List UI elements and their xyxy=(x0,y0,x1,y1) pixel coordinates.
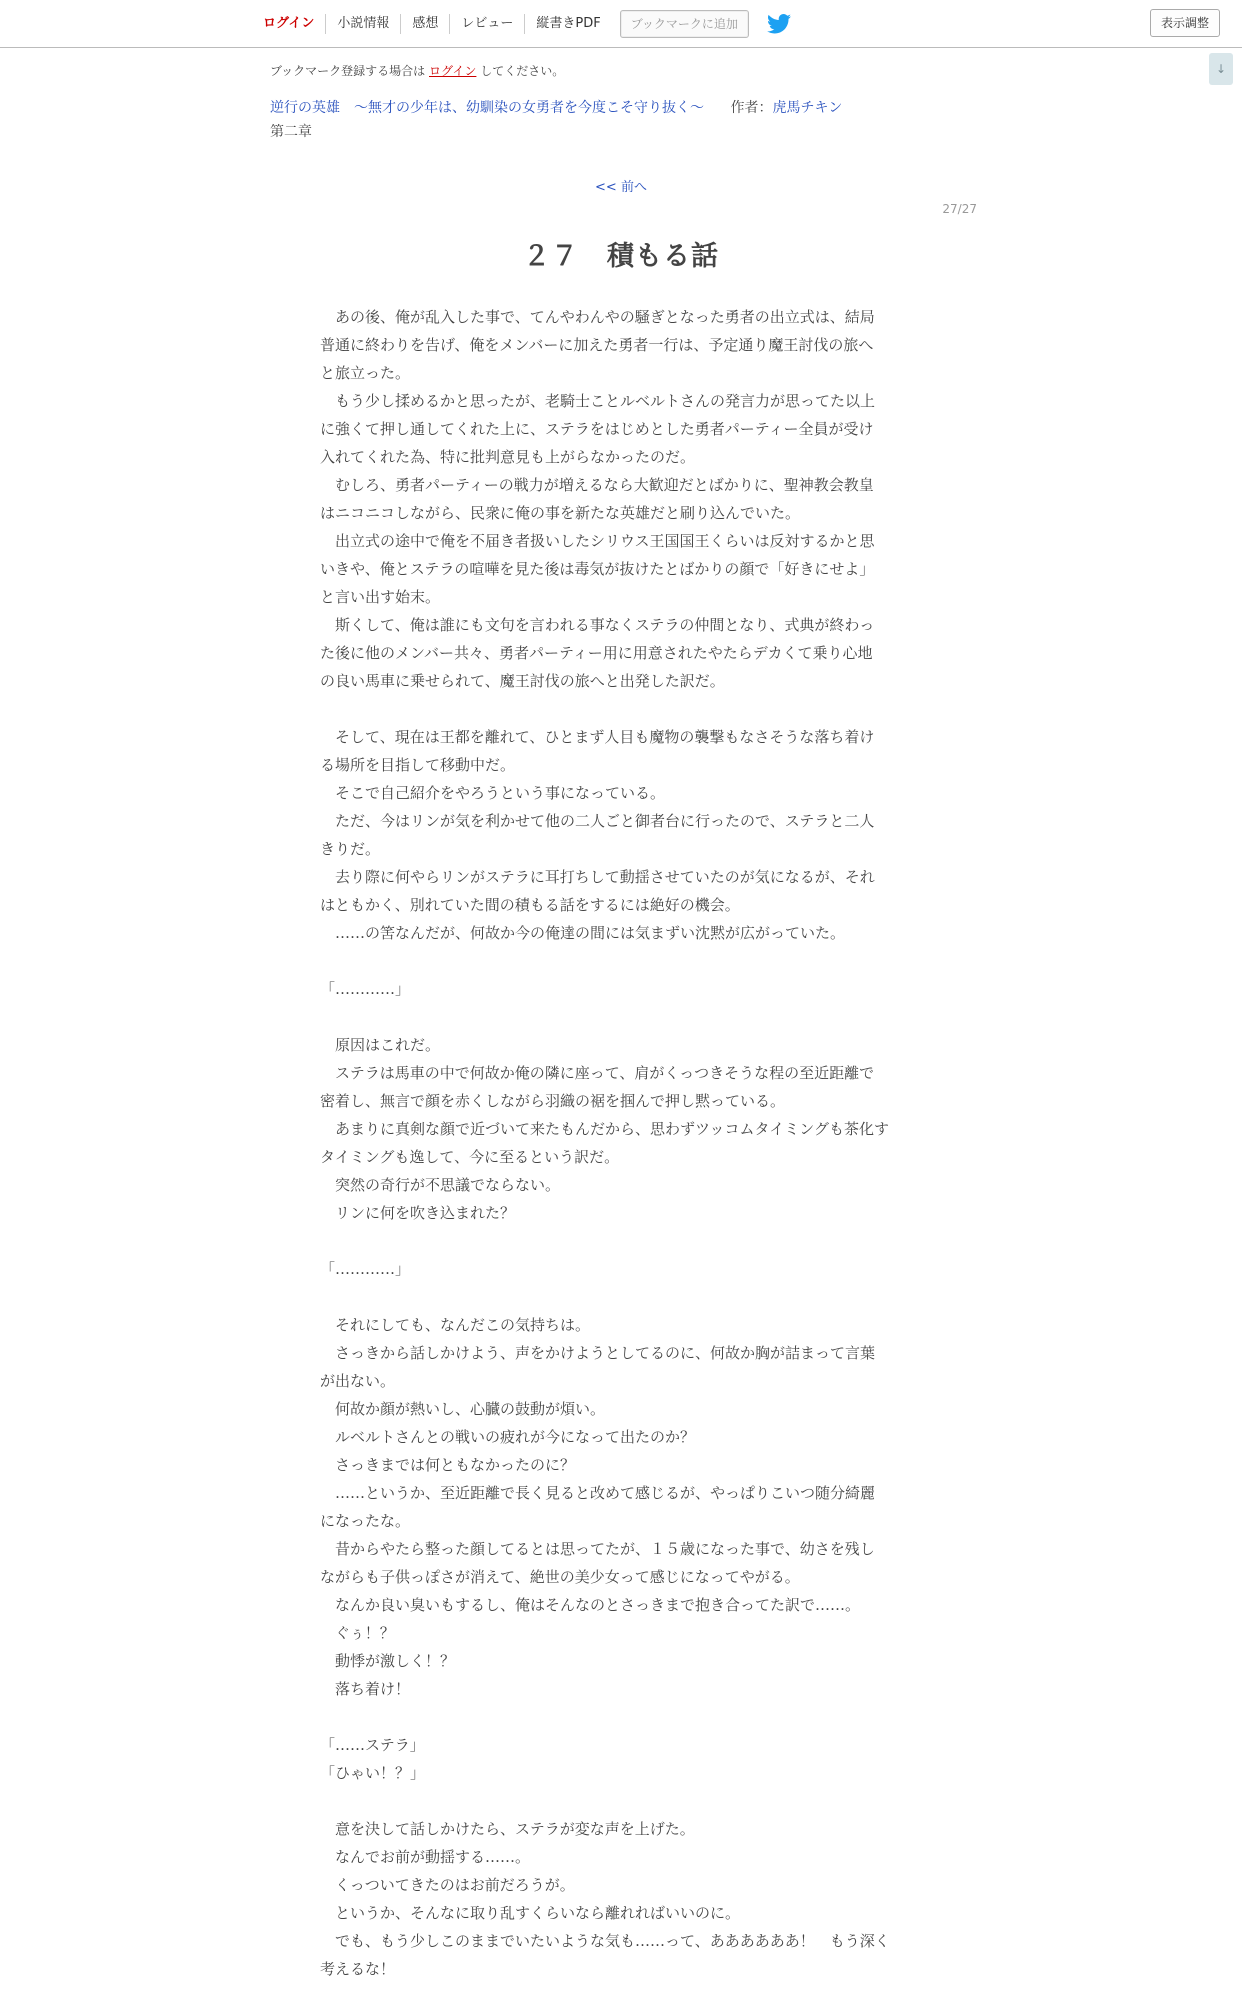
body-line: 「…………」 xyxy=(320,1260,411,1278)
body-line: た後に他のメンバー共々、勇者パーティー用に用意されたやたらデカくて乗り心地 xyxy=(320,644,873,662)
episode-title: ２７ 積もる話 xyxy=(523,241,719,272)
body-line: 去り際に何やらリンがステラに耳打ちして動揺させていたのが気になるが、それ xyxy=(320,868,875,886)
body-line: というか、そんなに取り乱すくらいなら離れればいいのに。 xyxy=(320,1904,741,1922)
author-label: 作者： xyxy=(730,100,773,116)
body-line: 出立式の途中で俺を不届き者扱いしたシリウス王国国王くらいは反対するかと思 xyxy=(320,532,875,550)
body-line: ……というか、至近距離で長く見ると改めて感じるが、やっぱりこいつ随分綺麗 xyxy=(320,1484,876,1502)
body-line xyxy=(320,947,915,975)
body-line xyxy=(320,1703,915,1731)
scroll-down-button[interactable]: ↓ xyxy=(1209,53,1233,85)
notice-prefix: ブックマーク登録する場合は xyxy=(270,64,426,78)
body-line: ながらも子供っぽさが消えて、絶世の美少女って感じになってやがる。 xyxy=(320,1568,800,1586)
twitter-icon[interactable] xyxy=(767,14,791,34)
body-line: 落ち着け！ xyxy=(320,1680,411,1698)
body-line xyxy=(320,695,915,723)
body-line: タイミングも逸して、今に至るという訳だ。 xyxy=(320,1148,620,1166)
body-line xyxy=(320,1227,915,1255)
nav-novel-info[interactable]: 小説情報 xyxy=(325,14,400,34)
body-line: になったな。 xyxy=(320,1512,411,1530)
body-line: 突然の奇行が不思議でならない。 xyxy=(320,1176,561,1194)
body-line: 「……ステラ」 xyxy=(320,1736,425,1754)
body-line: 「ひゃい！？」 xyxy=(320,1764,426,1782)
novel-body xyxy=(320,303,915,1983)
notice-suffix: してください。 xyxy=(480,64,565,78)
nav-login[interactable]: ログイン xyxy=(263,15,315,31)
body-line: 考えるな！ xyxy=(320,1960,396,1978)
body-line: そこで自己紹介をやろうという事になっている。 xyxy=(320,784,666,802)
body-line: 「…………」 xyxy=(320,980,411,998)
body-line: 原因はこれだ。 xyxy=(320,1036,441,1054)
nav-bar xyxy=(251,0,791,47)
nav-vertical-pdf[interactable]: 縦書きPDF xyxy=(524,14,611,34)
nav-review[interactable]: レビュー xyxy=(449,14,524,34)
body-line: はともかく、別れていた間の積もる話をするには絶好の機会。 xyxy=(320,896,740,914)
author-link[interactable]: 虎馬チキン xyxy=(772,100,843,116)
bookmark-notice xyxy=(270,62,564,79)
body-line: それにしても、なんだこの気持ちは。 xyxy=(320,1316,591,1334)
page-counter: 27/27 xyxy=(942,202,977,216)
body-line: と旅立った。 xyxy=(320,364,411,382)
body-line: きりだ。 xyxy=(320,840,381,858)
top-bar xyxy=(0,0,1242,48)
body-line: もう少し揉めるかと思ったが、老騎士ことルベルトさんの発言力が思ってた以上 xyxy=(320,392,876,410)
body-line: 密着し、無言で顔を赤くしながら羽織の裾を掴んで押し黙っている。 xyxy=(320,1092,786,1110)
body-line: 入れてくれた為、特に批判意見も上がらなかったのだ。 xyxy=(320,448,696,466)
body-line: が出ない。 xyxy=(320,1372,396,1390)
prev-link-label[interactable]: << 前へ xyxy=(595,180,647,195)
body-line: の良い馬車に乗せられて、魔王討伐の旅へと出発した訳だ。 xyxy=(320,672,725,690)
body-line: ……の筈なんだが、何故か今の俺達の間には気まずい沈黙が広がっていた。 xyxy=(320,924,846,942)
body-line: いきや、俺とステラの喧嘩を見た後は毒気が抜けたとばかりの顔で「好きにせよ」 xyxy=(320,560,875,578)
body-line xyxy=(320,1003,915,1031)
body-line: と言い出す始末。 xyxy=(320,588,441,606)
body-line: あの後、俺が乱入した事で、てんやわんやの騒ぎとなった勇者の出立式は、結局 xyxy=(320,308,875,326)
body-line: さっきまでは何ともなかったのに？ xyxy=(320,1456,576,1474)
nav-impressions[interactable]: 感想 xyxy=(400,14,449,34)
prev-page-link xyxy=(0,176,1242,195)
body-line: リンに何を吹き込まれた？ xyxy=(320,1204,516,1222)
novel-title-link[interactable]: 逆行の英雄 ～無才の少年は、幼馴染の女勇者を今度こそ守り抜く～ xyxy=(270,100,704,116)
body-line: ステラは馬車の中で何故か俺の隣に座って、肩がくっつきそうな程の至近距離で xyxy=(320,1064,875,1082)
body-line xyxy=(320,1283,915,1311)
body-line: そして、現在は王都を離れて、ひとまず人目も魔物の襲撃もなさそうな落ち着け xyxy=(320,728,875,746)
body-line: あまりに真剣な顔で近づいて来たもんだから、思わずツッコムタイミングも茶化す xyxy=(320,1120,889,1138)
body-line: でも、もう少しこのままでいたいような気も……って、ああああああ！ もう深く xyxy=(320,1932,890,1950)
body-line: 昔からやたら整った顔してるとは思ってたが、１５歳になった事で、幼さを残し xyxy=(320,1540,875,1558)
bookmark-add-button[interactable]: ブックマークに追加 xyxy=(620,10,749,38)
body-line xyxy=(320,1787,915,1815)
chapter-title: 第二章 xyxy=(270,124,312,140)
display-settings-button[interactable]: 表示調整 xyxy=(1150,9,1220,37)
body-line: くっついてきたのはお前だろうが。 xyxy=(320,1876,575,1894)
notice-login-link[interactable]: ログイン xyxy=(429,64,477,78)
body-line: る場所を目指して移動中だ。 xyxy=(320,756,516,774)
body-line: 動悸が激しく！？ xyxy=(320,1652,456,1670)
body-line: 意を決して話しかけたら、ステラが変な声を上げた。 xyxy=(320,1820,695,1838)
body-line: さっきから話しかけよう、声をかけようとしてるのに、何故か胸が詰まって言葉 xyxy=(320,1344,876,1362)
body-line: なんでお前が動揺する……。 xyxy=(320,1848,531,1866)
body-line: ただ、今はリンが気を利かせて他の二人ごと御者台に行ったので、ステラと二人 xyxy=(320,812,875,830)
body-line: に強くて押し通してくれた上に、ステラをはじめとした勇者パーティー全員が受け xyxy=(320,420,874,438)
body-line: むしろ、勇者パーティーの戦力が増えるなら大歓迎だとばかりに、聖神教会教皇 xyxy=(320,476,874,494)
body-line: ルベルトさんとの戦いの疲れが今になって出たのか？ xyxy=(320,1428,696,1446)
body-line: ぐぅ！？ xyxy=(320,1624,395,1642)
body-line: はニコニコしながら、民衆に俺の事を新たな英雄だと刷り込んでいた。 xyxy=(320,504,801,522)
body-line: 斯くして、俺は誰にも文句を言われる事なくステラの仲間となり、式典が終わっ xyxy=(320,616,875,634)
body-line: 何故か顔が熱いし、心臓の鼓動が煩い。 xyxy=(320,1400,606,1418)
novel-header xyxy=(270,97,842,117)
body-line: 普通に終わりを告げ、俺をメンバーに加えた勇者一行は、予定通り魔王討伐の旅へ xyxy=(320,336,874,354)
body-line: なんか良い臭いもするし、俺はそんなのとさっきまで抱き合ってた訳で……。 xyxy=(320,1596,861,1614)
